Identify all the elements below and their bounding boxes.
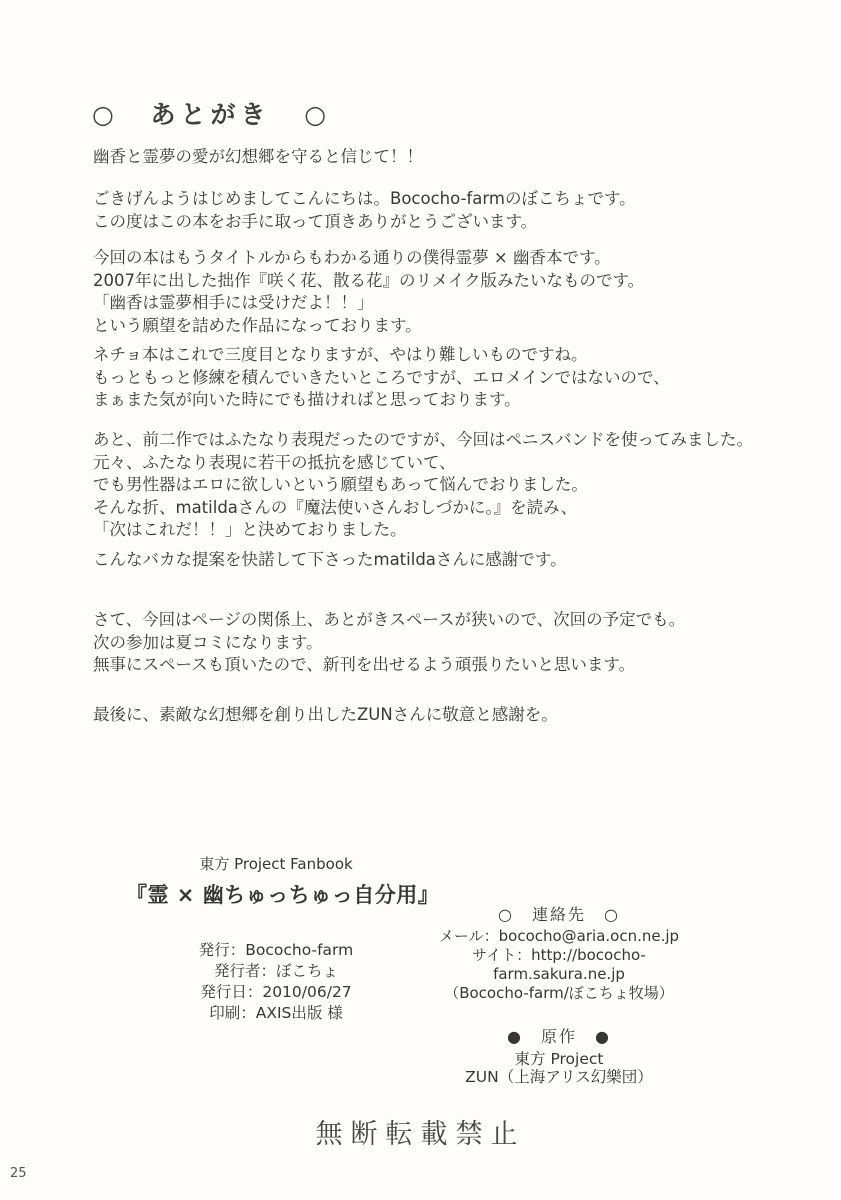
- circle-decoration-right: ○: [304, 99, 330, 129]
- afterword-line: でも男性器はエロに欲しいという願望もあって悩んでおりました。: [93, 475, 588, 494]
- afterword-paragraph: [93, 609, 793, 677]
- afterword-paragraph: [93, 704, 793, 727]
- afterword-line: 2007年に出した拙作『咲く花、散る花』のリメイク版みたいなものです。: [93, 270, 645, 290]
- publication-info: [126, 940, 426, 1024]
- afterword-paragraph: [93, 344, 793, 412]
- afterword-line: さて、今回はページの関係上、あとがきスペースが狭いので、次回の予定でも。: [93, 610, 686, 629]
- afterword-paragraph: [93, 549, 793, 572]
- reproduction-prohibited-notice: 無断転載禁止: [315, 1119, 526, 1150]
- page-title-text: あとがき: [150, 99, 271, 129]
- circle-decoration-left: ○: [92, 99, 117, 129]
- original-series: 東方 Project: [514, 1049, 604, 1068]
- book-title: 『霊 × 幽ちゅっちゅっ自分用』: [126, 883, 440, 907]
- afterword-paragraph: [93, 188, 793, 233]
- afterword-line: 「次はこれだ！！」と決めておりました。: [93, 520, 407, 539]
- author-line: 発行者：ぼこちょ: [213, 962, 338, 980]
- afterword-line: まぁまた気が向いた時にでも描ければと思っております。: [93, 390, 521, 409]
- afterword-line: 無事にスペースも頂いたので、新刊を出せるよう頑張りたいと思います。: [93, 655, 636, 674]
- contact-site: サイト：http://bococho-farm.sakura.ne.jp: [472, 946, 646, 983]
- afterword-line: ネチョ本はこれで三度目となりますが、やはり難しいものですね。: [93, 345, 588, 364]
- afterword-line: 幽香と霊夢の愛が幻想郷を守ると信じて！！: [93, 147, 423, 166]
- contact-heading: ○ 連絡先 ○: [498, 905, 620, 924]
- afterword-line: という願望を詰めた作品になっております。: [93, 315, 422, 335]
- original-heading: ● 原作 ●: [507, 1027, 611, 1046]
- afterword-line: 今回の本はもうタイトルからもわかる通りの僕得霊夢 × 幽香本です。: [93, 248, 611, 267]
- page-title: [92, 95, 329, 131]
- afterword-line: こんなバカな提案を快諾して下さったmatildaさんに感謝です。: [93, 550, 567, 569]
- afterword-paragraph: [93, 429, 793, 542]
- afterword-line: あと、前二作ではふたなり表現だったのですが、今回はペニスバンドを使ってみました。: [93, 430, 753, 449]
- afterword-line: もっともっと修練を積んでいきたいところですが、エロメインではないので、: [93, 367, 670, 387]
- original-author: ZUN（上海アリス幻樂団）: [465, 1068, 653, 1086]
- original-work-info: [409, 1028, 709, 1087]
- afterword-line: 最後に、素敵な幻想郷を創り出したZUNさんに敬意と感謝を。: [93, 705, 558, 724]
- afterword-line: 「幽香は霊夢相手には受けだよ！！」: [93, 293, 374, 312]
- publisher-line: 発行：Bococho-farm: [198, 941, 354, 959]
- colophon-title-block: [126, 853, 440, 909]
- afterword-paragraph: [93, 247, 793, 337]
- series-label: 東方 Project Fanbook: [199, 855, 353, 873]
- contact-email: メール：bococho@aria.ocn.ne.jp: [438, 927, 680, 945]
- page-number: 25: [10, 1166, 27, 1181]
- afterword-paragraph: [93, 146, 793, 169]
- contact-circle-name: （Bococho-farm/ぼこちょ牧場）: [444, 984, 674, 1002]
- afterword-line: そんな折、matildaさんの『魔法使いさんおしづかに。』を読み、: [93, 497, 578, 517]
- date-line: 発行日：2010/06/27: [200, 983, 352, 1001]
- printer-line: 印刷：AXIS出版 様: [209, 1004, 343, 1022]
- afterword-line: 元々、ふたなり表現に若干の抵抗を感じていて、: [93, 452, 456, 472]
- afterword-line: この度はこの本をお手に取って頂きありがとうございます。: [93, 211, 538, 231]
- afterword-line: 次の参加は夏コミになります。: [93, 632, 323, 652]
- afterword-line: ごきげんようはじめましてこんにちは。Bococho-farmのぼこちょです。: [93, 189, 636, 208]
- contact-info: [409, 905, 709, 1003]
